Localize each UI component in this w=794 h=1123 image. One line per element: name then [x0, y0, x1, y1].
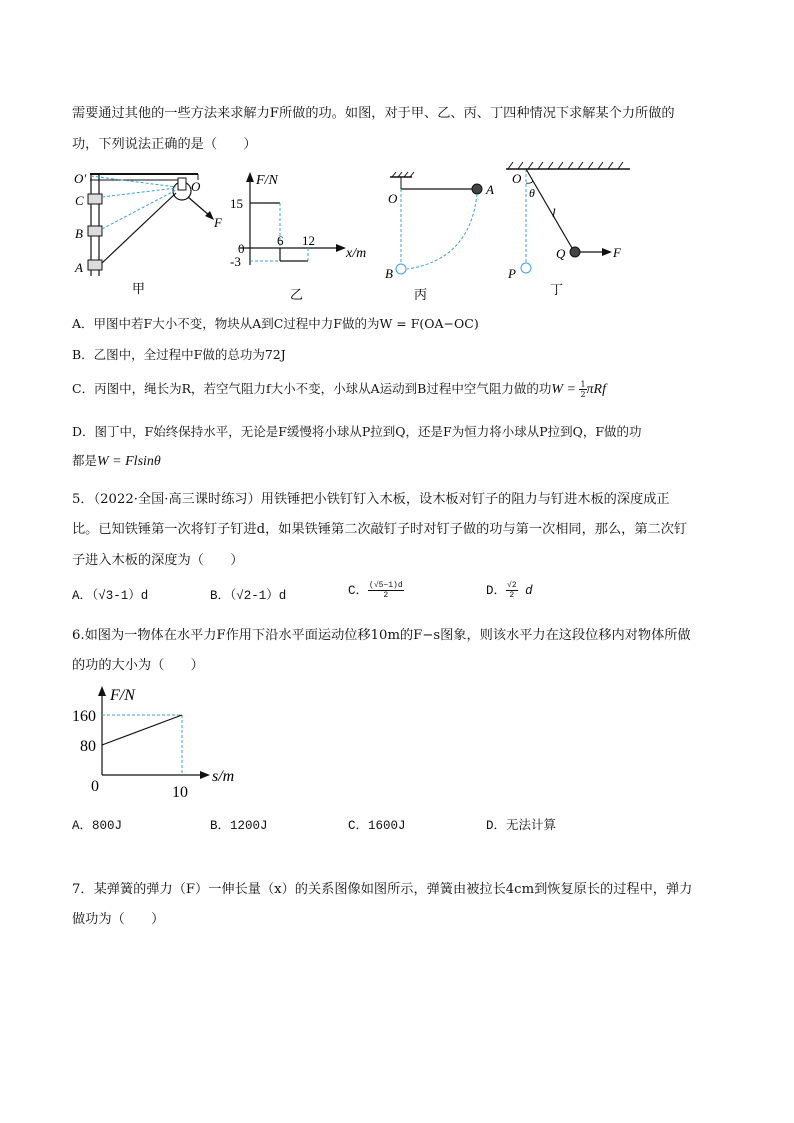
yi-xlabel: x/m [346, 246, 367, 261]
q6-option-a: A．800J [72, 819, 123, 833]
q4-stem-line2: 功，下列说法正确的是（ ） [72, 137, 257, 152]
q6-option-b: B．1200J [210, 819, 268, 833]
q4-option-a: A．甲图中若F大小不变，物块从A到C过程中力F做的为W = F(OA−OC) [72, 316, 479, 331]
jia-label-o: O [191, 179, 201, 194]
q5-option-d-num: √2 [507, 581, 517, 591]
yi-caption: 乙 [290, 287, 304, 302]
q4-stem-line1: 需要通过其他的一些方法来求解力F所做的功。如图，对于甲、乙、丙、丁四种情况下求解某个力所做的 [72, 106, 675, 121]
bing-label-a: A [486, 182, 494, 197]
q7-stem-line1: 7．某弹簧的弹力（F）一伸长量（x）的关系图像如图所示，弹簧由被拉长4cm到恢复原长的过程中，弹力 [72, 882, 693, 897]
yi-x12: 12 [302, 233, 315, 248]
ding-caption: 丁 [550, 282, 564, 297]
bing-label-b: B [385, 266, 393, 281]
q5-option-c [348, 580, 404, 600]
q5-option-d-label: D． [486, 584, 507, 598]
q6-stem-line2: 的功的大小为（ ） [72, 658, 204, 673]
yi-yneg3: -3 [230, 254, 241, 269]
q4-option-d-math: W = Flsinθ [97, 454, 161, 469]
figure-ding [500, 155, 635, 300]
q5-option-b: B．（√2-1）d [210, 589, 287, 603]
bing-label-o: O [388, 191, 398, 206]
ding-label-q: Q [556, 246, 566, 261]
yi-ylabel: F/N [256, 173, 278, 188]
ding-label-p: P [508, 266, 516, 281]
jia-label-oprime: O′ [74, 171, 87, 186]
q4-option-d-line2-text: 都是 [72, 453, 98, 468]
q7-stem-line2: 做功为（ ） [72, 912, 165, 927]
q5-option-c-num: (√5−1)d [369, 581, 403, 591]
q6-xtick-10: 10 [172, 784, 188, 801]
q5-stem-line3: 子进入木板的深度为（ ） [72, 553, 244, 568]
ding-label-o: O [512, 171, 522, 186]
q6-x-axis-arrow [200, 771, 210, 779]
q5-stem-line1: 5．（2022·全国·高三课时练习）用铁锤把小铁钉钉入木板，设木板对钉子的阻力与钉进木板的深度成正 [72, 492, 670, 507]
q4-option-c-frac-num: 1 [580, 380, 586, 389]
jia-label-c: C [75, 193, 84, 208]
jia-label-f: F [214, 215, 222, 230]
q4-option-d-line2 [72, 451, 161, 470]
ding-label-l: l [552, 205, 556, 220]
q5-stem-line2: 比。已知铁锤第一次将钉子钉进d，如果铁锤第二次敲钉子时对钉子做的功与第一次相同，那么，第二次钉 [72, 522, 688, 537]
q6-ytick-80: 80 [80, 738, 96, 755]
ding-label-f: F [613, 245, 621, 260]
q6-y-axis-arrow [98, 686, 106, 696]
q5-option-d-fraction [506, 581, 518, 600]
q5-option-d-tail: d [525, 584, 533, 598]
yi-x6: 6 [277, 233, 284, 248]
figure-yi [230, 160, 380, 305]
q6-option-c: C．1600J [348, 819, 406, 833]
q5-option-c-label: C． [348, 584, 369, 598]
figure-jia [72, 160, 237, 300]
q6-xtick-0: 0 [91, 778, 99, 795]
q4-option-b: B．乙图中，全过程中F做的总功为72J [72, 347, 286, 362]
yi-y15: 15 [230, 196, 243, 211]
yi-y0: 0 [238, 241, 245, 256]
ding-label-theta: θ [529, 186, 535, 200]
q5-option-c-den: 2 [383, 591, 389, 601]
jia-caption: 甲 [132, 281, 146, 296]
q4-option-d-line1: D．图丁中，F始终保持水平，无论是F缓慢将小球从P拉到Q，还是F为恒力将小球从P拉到Q，F做的功 [72, 424, 642, 439]
q5-option-d [486, 580, 533, 600]
q4-option-c-math-post: πRf [586, 382, 606, 397]
figure-bing [380, 165, 505, 300]
q5-option-c-fraction [368, 581, 404, 600]
q5-option-a: A．（√3-1）d [72, 589, 149, 603]
q4-option-c-fraction [579, 380, 586, 399]
q6-ytick-160: 160 [72, 708, 96, 725]
q6-ylabel: F/N [110, 687, 135, 704]
q6-f-s-chart [72, 680, 252, 805]
q6-stem-line1: 6.如图为一物体在水平力F作用下沿水平面运动位移10m的F−s图象，则该水平力在这段位移内对物体所做 [72, 628, 691, 643]
jia-label-b: B [75, 226, 83, 241]
q4-option-c [72, 379, 606, 399]
jia-label-a: A [75, 260, 83, 275]
q4-option-c-math-pre: W = [551, 382, 580, 397]
q5-option-d-den: 2 [509, 591, 515, 601]
bing-caption: 丙 [414, 287, 428, 300]
q6-option-d: D．无法计算 [486, 819, 557, 833]
q6-series-line [102, 715, 182, 745]
q4-option-c-frac-den: 2 [580, 390, 586, 399]
q6-xlabel: s/m [212, 768, 235, 785]
q4-option-c-text: C．丙图中，绳长为R，若空气阻力f大小不变，小球从A运动到B过程中空气阻力做的功 [72, 381, 552, 396]
